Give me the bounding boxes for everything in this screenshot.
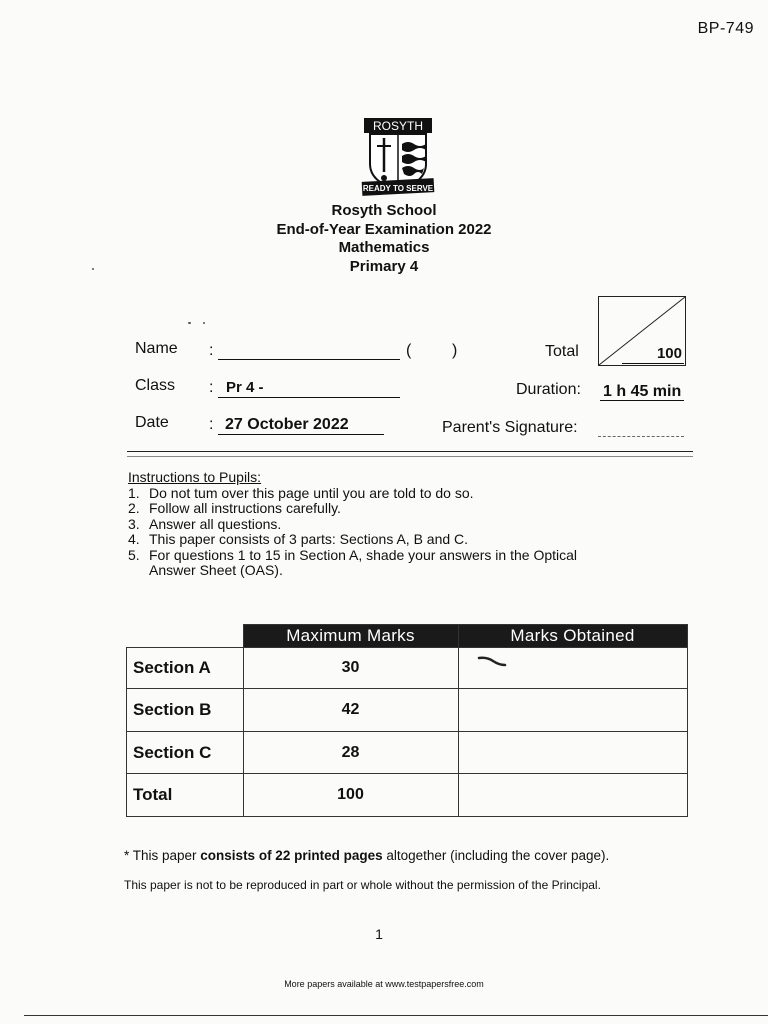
table-row <box>127 732 688 774</box>
level-name: Primary 4 <box>349 257 419 275</box>
parent-signature-label: Parent's Signature: <box>442 419 578 436</box>
exam-title-block <box>0 202 768 276</box>
date-value: 27 October 2022 <box>225 416 349 433</box>
footer-text: More papers available at www.testpapersfree.com <box>284 979 484 989</box>
instructions-block <box>128 470 577 579</box>
duration-underline <box>600 400 684 401</box>
table-row <box>127 689 688 732</box>
header-maximum-marks: Maximum Marks <box>243 625 458 648</box>
date-field[interactable] <box>218 434 384 435</box>
table-row <box>127 648 688 689</box>
scan-speck <box>92 268 94 270</box>
duration-value: 1 h 45 min <box>603 383 682 400</box>
section-label: Total <box>127 774 244 817</box>
instruction-item: 2. Follow all instructions carefully. <box>128 500 341 516</box>
max-marks-cell: 42 <box>243 689 458 732</box>
school-crest-logo <box>358 116 438 200</box>
instruction-item: 3. Answer all questions. <box>128 515 282 532</box>
class-value: Pr 4 - <box>226 379 264 396</box>
header-marks-obtained: Marks Obtained <box>458 625 687 648</box>
section-label: Section C <box>127 732 244 774</box>
table-row <box>127 774 688 817</box>
instruction-item: 1. Do not tum over this page until you are told to do so. <box>128 484 474 501</box>
marks-obtained-cell[interactable] <box>458 689 687 732</box>
max-marks-cell: 28 <box>243 732 458 774</box>
school-name: Rosyth School <box>331 202 437 219</box>
scan-speck <box>203 322 205 324</box>
date-label: Date <box>135 414 169 431</box>
section-label: Section A <box>127 648 244 689</box>
duration-label: Duration: <box>516 381 581 398</box>
total-score-value: 100 <box>656 345 682 362</box>
pen-mark <box>477 654 507 668</box>
subject-name: Mathematics <box>338 239 430 256</box>
instructions-heading: Instructions to Pupils: <box>128 469 262 485</box>
name-field[interactable] <box>218 359 400 360</box>
exam-name: End-of-Year Examination 2022 <box>276 220 492 238</box>
document-code: BP-749 <box>697 20 754 37</box>
svg-text:READY TO SERVE: READY TO SERVE <box>362 184 434 193</box>
signature-field[interactable] <box>598 436 684 437</box>
marks-obtained-cell[interactable] <box>458 648 687 689</box>
instruction-item: Answer Sheet (OAS). <box>149 562 283 578</box>
marks-obtained-cell[interactable] <box>458 774 687 817</box>
max-marks-cell: 100 <box>243 774 458 817</box>
header-divider-thin <box>127 456 693 457</box>
date-colon: : <box>209 416 214 433</box>
class-label: Class <box>135 377 176 394</box>
scan-speck <box>188 322 191 324</box>
index-paren-close: ) <box>452 342 458 359</box>
instruction-item: 5. For questions 1 to 15 in Section A, shade your answers in the Optical <box>128 546 578 563</box>
class-field[interactable] <box>218 397 400 398</box>
max-marks-cell: 30 <box>243 648 458 689</box>
instruction-item: 4. This paper consists of 3 parts: Sections A, B and C. <box>128 531 469 547</box>
table-corner <box>127 625 244 648</box>
page-count-note: * This paper consists of 22 printed pages altogether (including the cover page). <box>124 848 610 863</box>
name-colon: : <box>209 342 214 359</box>
total-label: Total <box>545 343 579 360</box>
total-underline <box>622 363 684 364</box>
svg-text:ROSYTH: ROSYTH <box>372 119 424 133</box>
header-divider <box>127 451 693 452</box>
marks-table <box>126 624 688 817</box>
page-number: 1 <box>375 926 383 942</box>
name-label: Name <box>135 340 178 357</box>
copyright-note: This paper is not to be reproduced in part or whole without the permission of the Principal. <box>124 878 601 892</box>
table-header-row <box>127 625 688 648</box>
index-paren-open: ( <box>406 342 412 359</box>
marks-obtained-cell[interactable] <box>458 732 687 774</box>
bottom-edge-line <box>24 1015 768 1016</box>
class-colon: : <box>209 379 214 396</box>
section-label: Section B <box>127 689 244 732</box>
